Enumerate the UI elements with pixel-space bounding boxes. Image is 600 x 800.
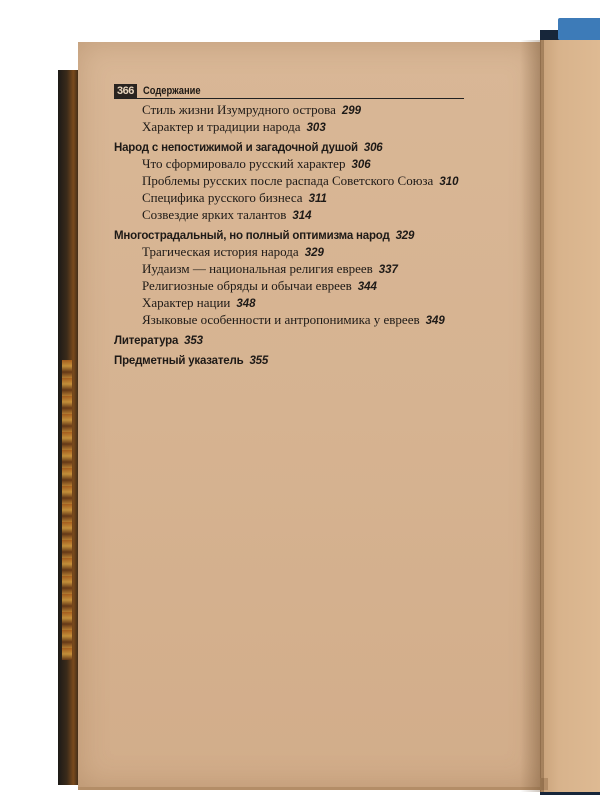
toc-entry-title: Специфика русского бизнеса bbox=[142, 190, 303, 205]
toc-entry-page: 344 bbox=[357, 281, 377, 293]
toc-entry bbox=[114, 207, 534, 224]
toc-entry-page: 355 bbox=[249, 355, 269, 367]
toc-entry-page: 303 bbox=[306, 122, 326, 134]
running-head bbox=[114, 82, 464, 99]
toc-entry-page: 306 bbox=[363, 142, 383, 154]
toc-entry-title: Созвездие ярких талантов bbox=[142, 207, 287, 222]
toc-entry-title: Трагическая история народа bbox=[142, 244, 299, 259]
toc-entry-page: 311 bbox=[308, 193, 327, 205]
facing-page bbox=[540, 40, 600, 792]
toc-entry-page: 306 bbox=[351, 159, 371, 171]
toc-entry bbox=[114, 173, 534, 190]
toc-entry bbox=[114, 295, 534, 312]
toc-entry bbox=[114, 244, 534, 261]
table-of-contents bbox=[114, 102, 534, 369]
toc-section-title: Многострадальный, но полный оптимизма народ bbox=[114, 230, 390, 242]
toc-entry-page: 329 bbox=[395, 230, 415, 242]
toc-entry bbox=[114, 190, 534, 207]
toc-entry bbox=[114, 261, 534, 278]
toc-entry-title: Характер и традиции народа bbox=[142, 119, 301, 134]
toc-entry-title: Характер нации bbox=[142, 295, 231, 310]
toc-section-title: Предметный указатель bbox=[114, 355, 244, 367]
toc-entry-title: Проблемы русских после распада Советского Союза bbox=[142, 173, 434, 188]
toc-entry-page: 310 bbox=[439, 176, 459, 188]
toc-section-title: Народ с непостижимой и загадочной душой bbox=[114, 142, 358, 154]
toc-section bbox=[114, 353, 534, 369]
contents-page bbox=[78, 42, 540, 787]
toc-entry-page: 349 bbox=[425, 315, 445, 327]
toc-entry-title: Языковые особенности и антропонимика у евреев bbox=[142, 312, 420, 327]
toc-entry bbox=[114, 102, 534, 119]
toc-entry bbox=[114, 312, 534, 329]
toc-entry-page: 329 bbox=[304, 247, 324, 259]
toc-entry-page: 348 bbox=[236, 298, 256, 310]
toc-entry-title: Стиль жизни Изумрудного острова bbox=[142, 102, 336, 117]
toc-section bbox=[114, 140, 534, 156]
toc-section-title: Литература bbox=[114, 335, 179, 347]
toc-entry-page: 337 bbox=[378, 264, 398, 276]
toc-entry-title: Что сформировало русский характер bbox=[142, 156, 346, 171]
toc-entry bbox=[114, 119, 534, 136]
toc-entry bbox=[114, 278, 534, 295]
toc-entry-title: Религиозные обряды и обычаи евреев bbox=[142, 278, 352, 293]
toc-entry-page: 353 bbox=[184, 335, 203, 347]
toc-entry-page: 299 bbox=[341, 105, 362, 117]
toc-entry-title: Иудаизм — национальная религия евреев bbox=[142, 261, 373, 276]
running-title: Содержание bbox=[142, 85, 201, 97]
toc-section bbox=[114, 228, 534, 244]
toc-section bbox=[114, 333, 534, 349]
toc-entry bbox=[114, 156, 534, 173]
gutter-shadow bbox=[520, 40, 544, 792]
page-number: 366 bbox=[114, 84, 137, 98]
cover-edge-pattern bbox=[62, 360, 72, 660]
cover-tab bbox=[558, 18, 600, 40]
toc-entry-page: 314 bbox=[292, 210, 312, 222]
